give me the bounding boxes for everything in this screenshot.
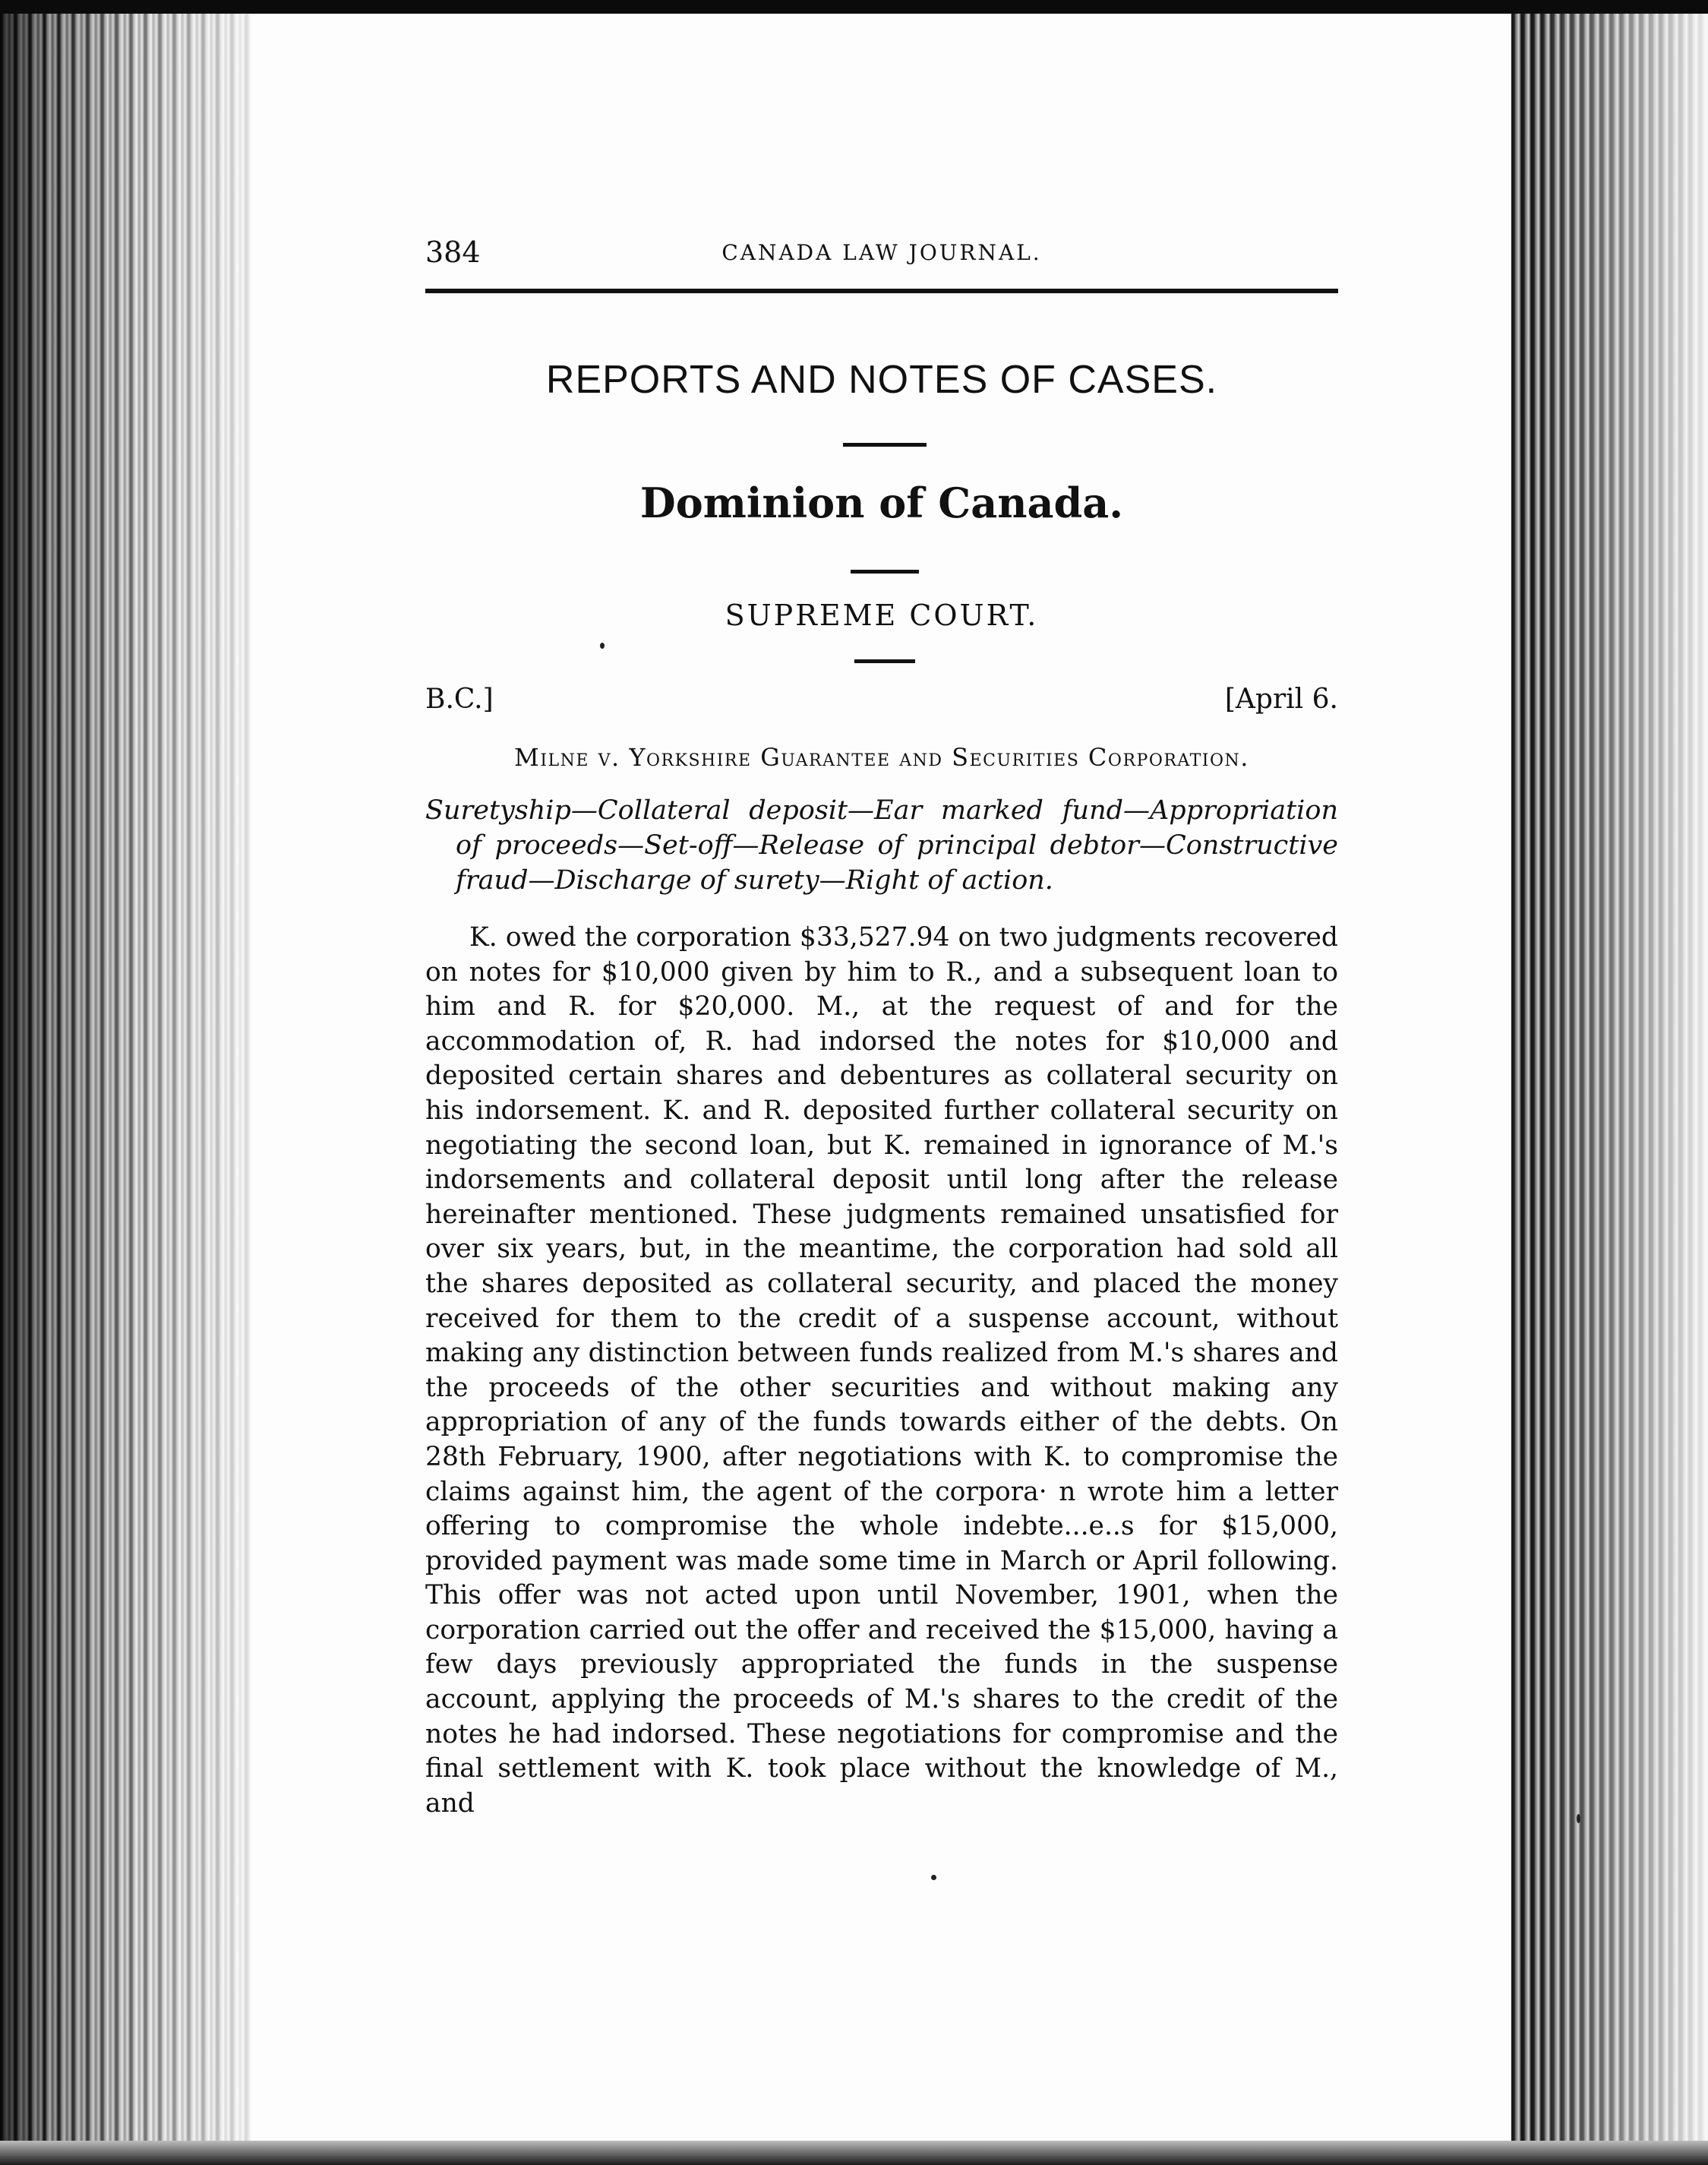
- ink-speck: [931, 1875, 936, 1880]
- book-edge-right: [1511, 0, 1708, 2165]
- divider-rule: [851, 570, 919, 574]
- running-head: [425, 235, 1338, 293]
- ink-speck: [600, 643, 605, 649]
- divider-rule: [843, 443, 927, 447]
- scan-border-bottom: [0, 2141, 1708, 2165]
- section-title: REPORTS AND NOTES OF CASES.: [545, 358, 1218, 402]
- case-catchwords: Suretyship—Collateral deposit—Ear marked fund—Appropriation of proceeds—Set-off—Release of principal debtor—Constructive fraud—Discharge of surety—Right of action.: [425, 795, 1338, 896]
- jurisdiction-title: Dominion of Canada.: [639, 479, 1124, 527]
- case-header-line: [425, 684, 1338, 722]
- court-title: SUPREME COURT.: [725, 599, 1039, 632]
- book-gutter-left: [0, 0, 251, 2165]
- scan-border-top: [0, 0, 1708, 14]
- case-date: [April 6.: [1224, 684, 1338, 715]
- case-parties: Milne v. Yorkshire Guarantee and Securities Corporation.: [514, 743, 1249, 772]
- divider-rule: [854, 659, 915, 663]
- ink-speck: [1577, 1814, 1580, 1823]
- journal-title: CANADA LAW JOURNAL.: [721, 240, 1042, 265]
- case-province: B.C.]: [425, 684, 494, 715]
- page-number: 384: [425, 235, 481, 269]
- case-body-paragraph: K. owed the corporation $33,527.94 on two judgments recovered on notes for $10,000 given by him to R., and a subsequent loan to him and R. for $20,000. M., at the request of and for the accommodation of, R. had indorsed the notes for $10,000 and deposited certain shares and debentures as collateral security on his indorsement. K. and R. deposited further collateral security on negotiating the second loan, but K. remained in ignorance of M.'s indorsements and collateral deposit until long after the release hereinafter mentioned. These judgments remained unsatisfied for over six years, but, in the meantime, the corporation had sold all the shares deposited as collateral security, and placed the money received for them to the credit of a suspense account, without making any distinction between funds realized from M.'s shares and the proceeds of the other securities and without making any appropriation of any of the funds towards either of the debts. On 28th February, 1900, after negotiations with K. to compromise the claims against him, the agent of the corpora· n wrote him a letter offering to compromise the whole indebte...e..s for $15,000, provided payment was made some time in March or April following. This offer was not acted upon until November, 1901, when the corporation carried out the offer and received the $15,000, having a few days previously appropriated the funds in the suspense account, applying the proceeds of M.'s shares to the credit of the notes he had indorsed. These negotiations for compromise and the final settlement with K. took place without the knowledge of M., and: [425, 922, 1338, 1819]
